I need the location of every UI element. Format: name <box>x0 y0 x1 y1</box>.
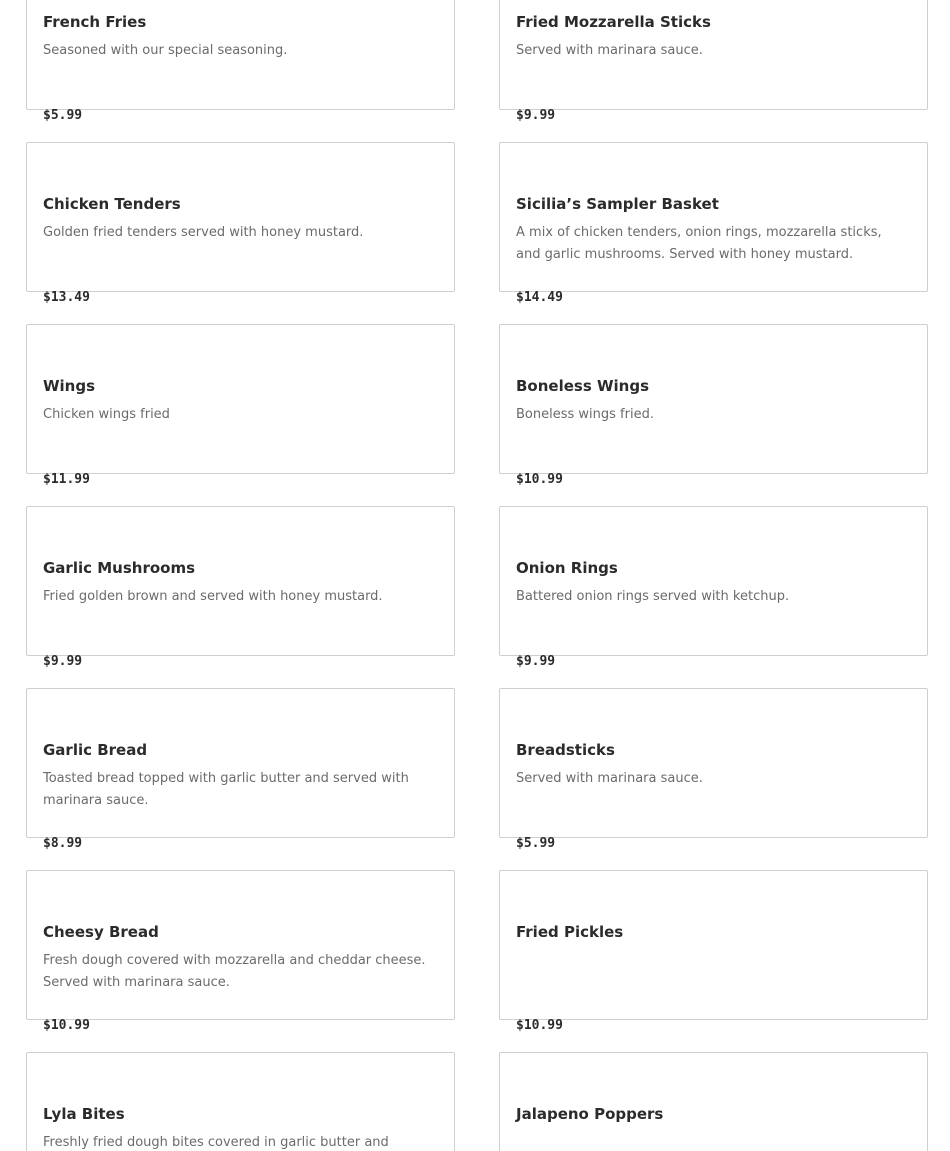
menu-item-name: Breadsticks <box>516 741 615 759</box>
menu-item-description: Fried golden brown and served with honey mustard. <box>43 589 383 604</box>
menu-item-name: Boneless Wings <box>516 377 650 395</box>
menu-item-price: $5.99 <box>516 836 556 851</box>
menu-item-price: $11.99 <box>43 472 90 487</box>
menu-item-price: $14.49 <box>516 290 563 305</box>
menu-item-name: Sicilia’s Sampler Basket <box>516 195 719 213</box>
menu-item-price: $10.99 <box>516 472 563 487</box>
menu-item-card-jalapeno-poppers[interactable] <box>499 1052 928 1151</box>
menu-item-card-garlic-mushrooms[interactable] <box>26 506 455 669</box>
menu-item-name: Lyla Bites <box>43 1105 125 1123</box>
menu-item-name: Garlic Bread <box>43 741 148 759</box>
menu-item-card-cheesy-bread[interactable] <box>26 870 455 1033</box>
menu-item-description: Boneless wings fried. <box>516 407 654 422</box>
menu-item-description: Freshly fried dough bites covered in garlic butter and <box>43 1135 389 1150</box>
menu-item-price: $9.99 <box>516 654 556 669</box>
menu-item-name: Garlic Mushrooms <box>43 559 196 577</box>
menu-item-card-breadsticks[interactable] <box>499 688 928 851</box>
menu-item-description: Served with marinara sauce. <box>516 771 703 786</box>
menu-item-card-fried-pickles[interactable] <box>499 870 928 1033</box>
menu-item-description: Fresh dough covered with mozzarella and cheddar cheese. Served with marinara sauce. <box>43 953 426 990</box>
menu-item-name: Fried Pickles <box>516 923 624 941</box>
menu-item-name: Onion Rings <box>516 559 618 577</box>
menu-item-card-fried-mozzarella-sticks[interactable] <box>499 0 928 123</box>
menu-item-price: $9.99 <box>516 108 556 123</box>
menu-item-card-lyla-bites[interactable] <box>26 1052 455 1151</box>
menu-item-price: $13.49 <box>43 290 90 305</box>
menu-item-card-chicken-tenders[interactable] <box>26 142 455 305</box>
menu-item-name: Fried Mozzarella Sticks <box>516 13 711 31</box>
menu-item-card-french-fries[interactable] <box>26 0 455 123</box>
menu-item-name: French Fries <box>43 13 147 31</box>
menu-item-description: Battered onion rings served with ketchup. <box>516 589 790 604</box>
menu-item-name: Wings <box>43 377 96 395</box>
menu-item-name: Jalapeno Poppers <box>516 1105 664 1123</box>
menu-item-description: Seasoned with our special seasoning. <box>43 43 288 58</box>
menu-item-card-wings[interactable] <box>26 324 455 487</box>
menu-item-card-garlic-bread[interactable] <box>26 688 455 851</box>
menu-item-price: $9.99 <box>43 654 83 669</box>
menu-item-description: A mix of chicken tenders, onion rings, mozzarella sticks, and garlic mushrooms. Served with honey mustard. <box>516 225 882 262</box>
menu-item-price: $5.99 <box>43 108 83 123</box>
menu-item-name: Cheesy Bread <box>43 923 159 941</box>
menu-item-description: Golden fried tenders served with honey mustard. <box>43 225 364 240</box>
menu-item-name: Chicken Tenders <box>43 195 181 213</box>
menu-item-card-boneless-wings[interactable] <box>499 324 928 487</box>
menu-item-price: $8.99 <box>43 836 83 851</box>
menu-item-grid <box>26 0 928 1151</box>
menu-item-price: $10.99 <box>43 1018 90 1033</box>
menu-item-card-sampler-basket[interactable] <box>499 142 928 305</box>
menu-item-description: Served with marinara sauce. <box>516 43 703 58</box>
menu-item-description: Toasted bread topped with garlic butter and served with marinara sauce. <box>43 771 409 808</box>
menu-item-card-onion-rings[interactable] <box>499 506 928 669</box>
menu-item-price: $10.99 <box>516 1018 563 1033</box>
menu-item-description: Chicken wings fried <box>43 407 170 422</box>
